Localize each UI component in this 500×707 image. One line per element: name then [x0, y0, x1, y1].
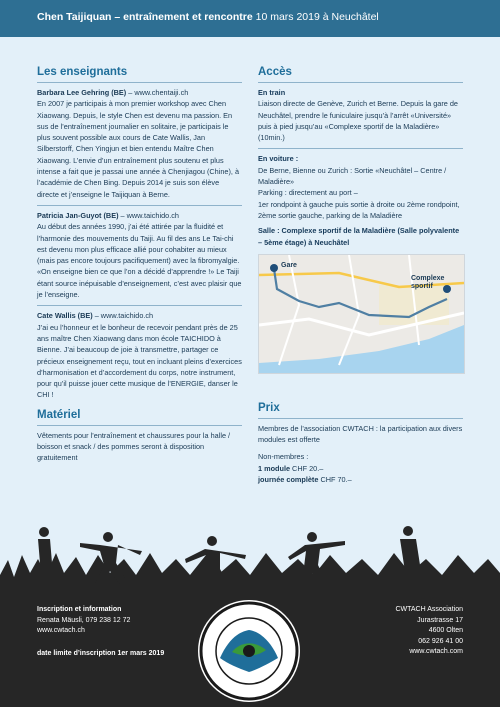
- teacher-3: Cate Wallis (BE) – www.taichido.ch: [37, 311, 154, 321]
- org-web[interactable]: www.cwtach.com: [409, 648, 463, 655]
- module-price: 1 module CHF 20.–: [258, 463, 324, 473]
- left-column: [37, 66, 242, 464]
- deadline: date limite d’inscription 1er mars 2019: [37, 649, 165, 657]
- org-city: 4600 Olten: [428, 627, 463, 634]
- contact-line: Renata Mäusli, 079 238 12 72: [37, 616, 131, 624]
- footer-org: [395, 605, 463, 658]
- day-price: journée complète CHF 70.–: [258, 475, 352, 485]
- contact-web[interactable]: www.cwtach.ch: [37, 627, 85, 634]
- map-graphic: [259, 255, 464, 373]
- location-map[interactable]: [258, 254, 465, 374]
- footer: [0, 584, 500, 707]
- car-text-2: Parking : directement au port –: [258, 188, 358, 198]
- teacher-2-text: Au début des années 1990, j’ai été attirée par la fluidité et l’harmonie des mouvements du Taiji. Au fil des ans Le Tai-chi est devenu mon plus efficace allié pour cohabiter au mieux (mais pas encore toujours pacifiquement) avec la fibromyalgie. «On enseigne bien ce que l’on a décidé d’apprendre !» Le Taiji étant source inépuisable d’enseignement, c’est avec plaisir que je l’enseigne.: [37, 222, 242, 300]
- map-label-complexe: Complexe sportif: [411, 274, 445, 290]
- nonmember-label: Non-membres :: [258, 452, 309, 462]
- taichi-silhouettes: [0, 515, 500, 590]
- teacher-3-text: J’ai eu l’honneur et le bonheur de recevoir pendant près de 25 ans maître Chen Xiaowang dans mon école TAICHIDO à Bienne. J’ai beaucoup de joie à transmettre, partager ce précieux enseignement reçu, tout en incluant pleins d’exercices d’harmonisation et d’accordement du corps, notre instrument, pour qu’il puisse jouer cette musique de l’ENERGIE, danser le CHI !: [37, 322, 242, 400]
- material-heading: Matériel: [37, 409, 242, 426]
- page-title: Chen Taijiquan – entraînement et rencontre 10 mars 2019 à Neuchâtel: [37, 11, 379, 23]
- footer-info: [37, 605, 164, 659]
- teachers-heading: Les enseignants: [37, 66, 242, 83]
- access-heading: Accès: [258, 66, 463, 83]
- car-text-1: De Berne, Bienne ou Zurich : Sortie «Neuchâtel – Centre / Maladière»: [258, 165, 447, 187]
- teacher-1-text: En 2007 je participais à mon premier workshop avec Chen Xiaowang. Depuis, le style Chen est devenu ma passion. En sus de l’entraînement journalier en solitaire, je participais le plus souvent possible aux cours de Cate Wallis, Jan Silberstorff, Chen Yingjun et bien entendu Maître Chen Xiaowang. L’envie d’un entraînement plus soutenu et plus intense a fait que je passai une année à Chenjiagou (Chine), à l’académie de Chen Bing. Depuis 2014 je suis son élève directe et j’enseigne le Taijiquan à Berne.: [37, 99, 240, 199]
- venue-text: Salle : Complexe sportif de la Maladière (Salle polyvalente – 5ème étage) à Neuchâtel: [258, 226, 460, 247]
- car-text-3: 1er rondpoint à gauche puis sortie à droite ou 2ème rondpoint, 2ème sortie gauche, parking de la Maladière: [258, 199, 460, 220]
- teacher-1: Barbara Lee Gehring (BE) – www.chentaiji.ch: [37, 88, 189, 97]
- car-label: En voiture :: [258, 154, 299, 164]
- info-title: Inscription et information: [37, 606, 122, 613]
- org-phone: 062 926 41 00: [418, 637, 463, 645]
- price-text: Membres de l’association CWTACH : la participation aux divers modules est offerte: [258, 423, 463, 445]
- train-label: En train: [258, 88, 286, 97]
- map-label-gare: Gare: [281, 261, 297, 269]
- teacher-2: Patricia Jan-Guyot (BE) – www.taichido.ch: [37, 210, 179, 220]
- org-street: Jurastrasse 17: [417, 616, 463, 624]
- right-column: [258, 66, 463, 485]
- header-bar: [0, 0, 500, 37]
- org-name: CWTACH Association: [395, 606, 463, 613]
- train-text: Liaison directe de Genève, Zurich et Berne. Depuis la gare de Neuchâtel, prendre le funiculaire jusqu’à l’arrêt «Université» puis à pied jusqu’au «Complexe sportif de la Maladière» (10min.): [258, 99, 458, 143]
- association-logo: [198, 600, 300, 702]
- material-text: Vêtements pour l’entraînement et chaussures pour la halle / boisson et snack / des pommes seront à disposition gratuitement: [37, 430, 231, 463]
- price-heading: Prix: [258, 402, 463, 419]
